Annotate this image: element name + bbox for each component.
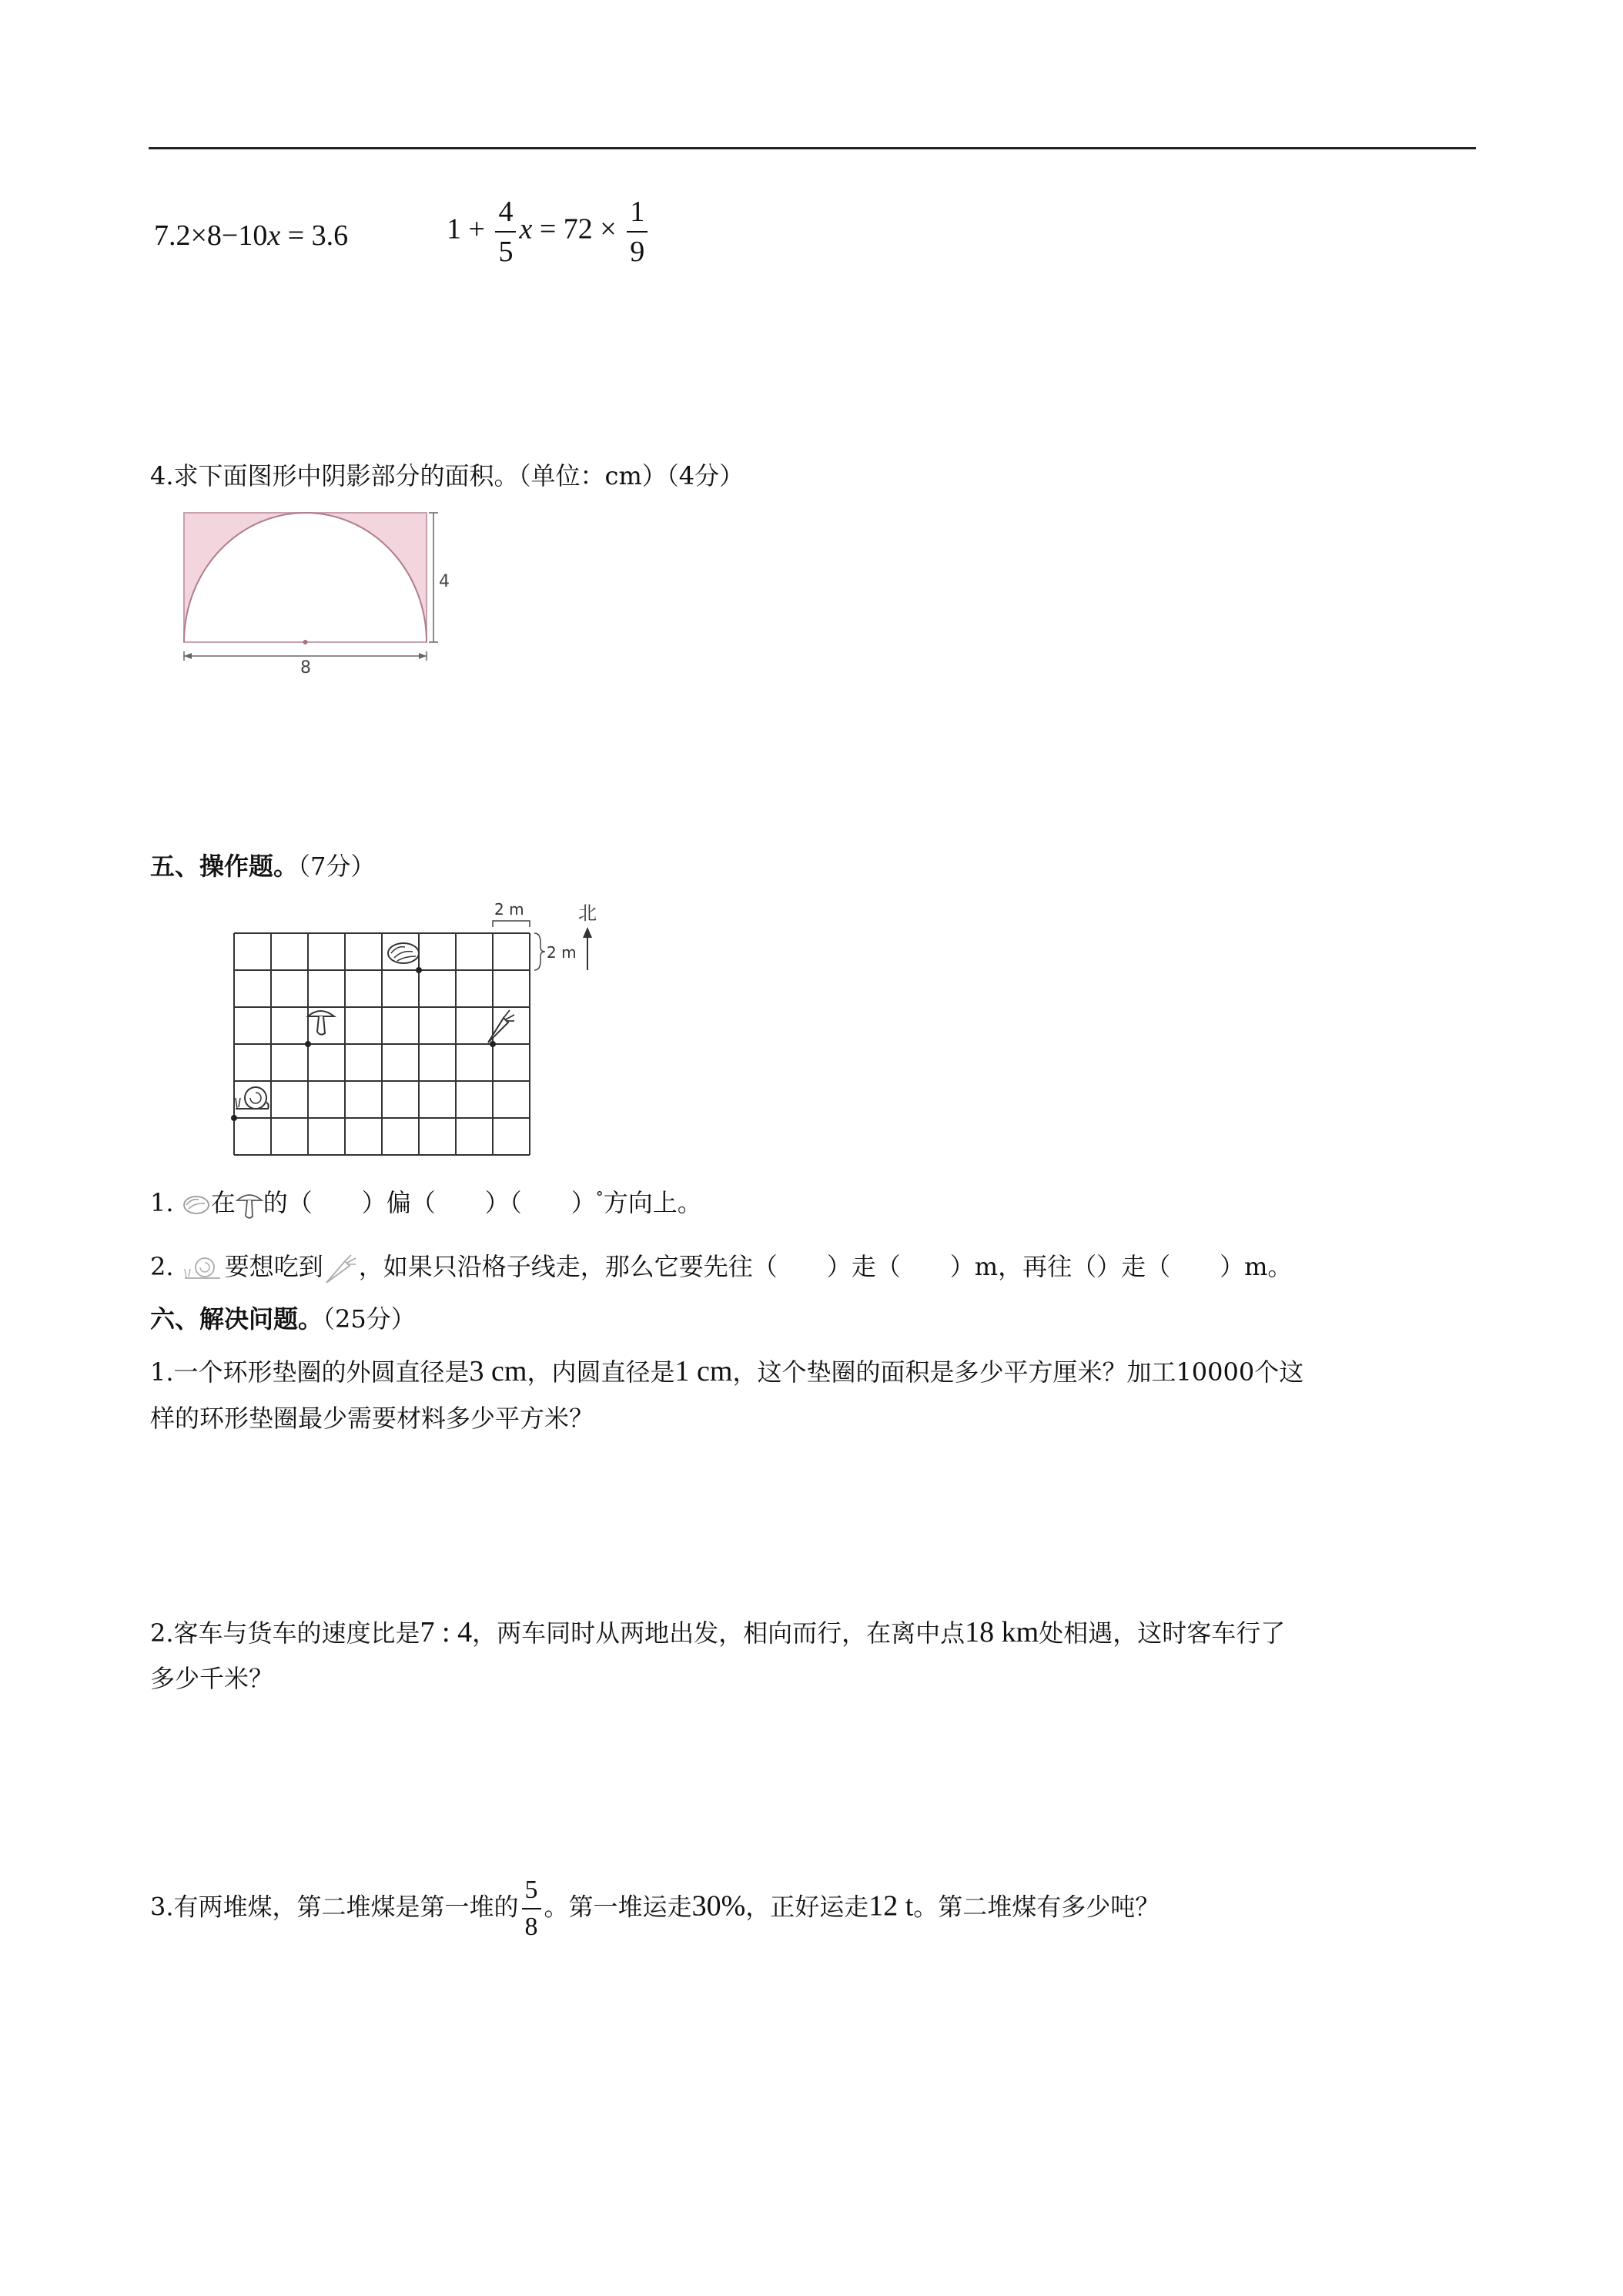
variable-x: x (519, 213, 533, 246)
mushroom-icon (236, 1190, 263, 1220)
shaded-figure (158, 500, 474, 674)
section6-heading: 六、解决问题。（25分） (150, 1304, 416, 1334)
carrot-icon (323, 1253, 359, 1284)
equation-2: 1 + $\frac{4}{5}$ x = 72 × $\frac{1}{9}$ (447, 197, 651, 266)
center-dot (303, 640, 308, 644)
hedgehog-icon (182, 1193, 211, 1217)
north-label: 北 (578, 902, 597, 924)
fraction-5-8: $\frac{5}{8}$ (522, 1877, 541, 1940)
degree-mark: ° (595, 1187, 604, 1207)
shaded-area (184, 513, 427, 642)
section6-problem-2-line2: 多少千米？ (150, 1664, 274, 1693)
direction-grid (223, 893, 624, 1170)
header-rule (149, 147, 1476, 149)
section6-problem-3: 3.有两堆煤，第二堆煤是第一堆的 $\frac{5}{8}$ 。第一堆运走30%，正好运走12 t。第二堆煤有多少吨？ (150, 1876, 1160, 1941)
q4-title: 4.求下面图形中阴影部分的面积。（单位：cm）（4分） (150, 461, 745, 490)
equation-1: 7.2×8−10x = 3.6 (154, 219, 349, 252)
fraction-1-9: $\frac{1}{9}$ (627, 197, 648, 266)
snail-icon (236, 1087, 269, 1109)
snail-icon (182, 1255, 225, 1283)
width-label: 8 (300, 658, 311, 674)
section6-problem-1: 1.一个环形垫圈的外圆直径是3 cm，内圆直径是1 cm，这个垫圈的面积是多少平方厘米？加工10000个这 (150, 1355, 1304, 1387)
height-label: 4 (439, 572, 450, 591)
section6-problem-2: 2.客车与货车的速度比是7 : 4，两车同时从两地出发，相向而行，在离中点18 km处相遇，这时客车行了 (150, 1616, 1286, 1648)
variable-x: x (267, 219, 281, 252)
mushroom-icon (308, 1011, 334, 1035)
section6-problem-1-line2: 样的环形垫圈最少需要材料多少平方米？ (150, 1404, 594, 1433)
section5-heading: 五、操作题。（7分） (150, 852, 376, 881)
side-scale-label: 2 m (547, 943, 577, 962)
fraction-4-5: $\frac{4}{5}$ (495, 197, 516, 266)
grid-lines (234, 933, 530, 1155)
section5-q2: 2. 要想吃到 ，如果只沿格子线走，那么它要先往（ ）走（ ）m，再往（）走（ ）m。 (150, 1251, 1292, 1284)
top-scale-label: 2 m (494, 900, 524, 919)
section5-q1: 1. 在 的（ ）偏（ ）（ ）°方向上。 (150, 1187, 702, 1220)
hedgehog-icon (388, 943, 419, 963)
